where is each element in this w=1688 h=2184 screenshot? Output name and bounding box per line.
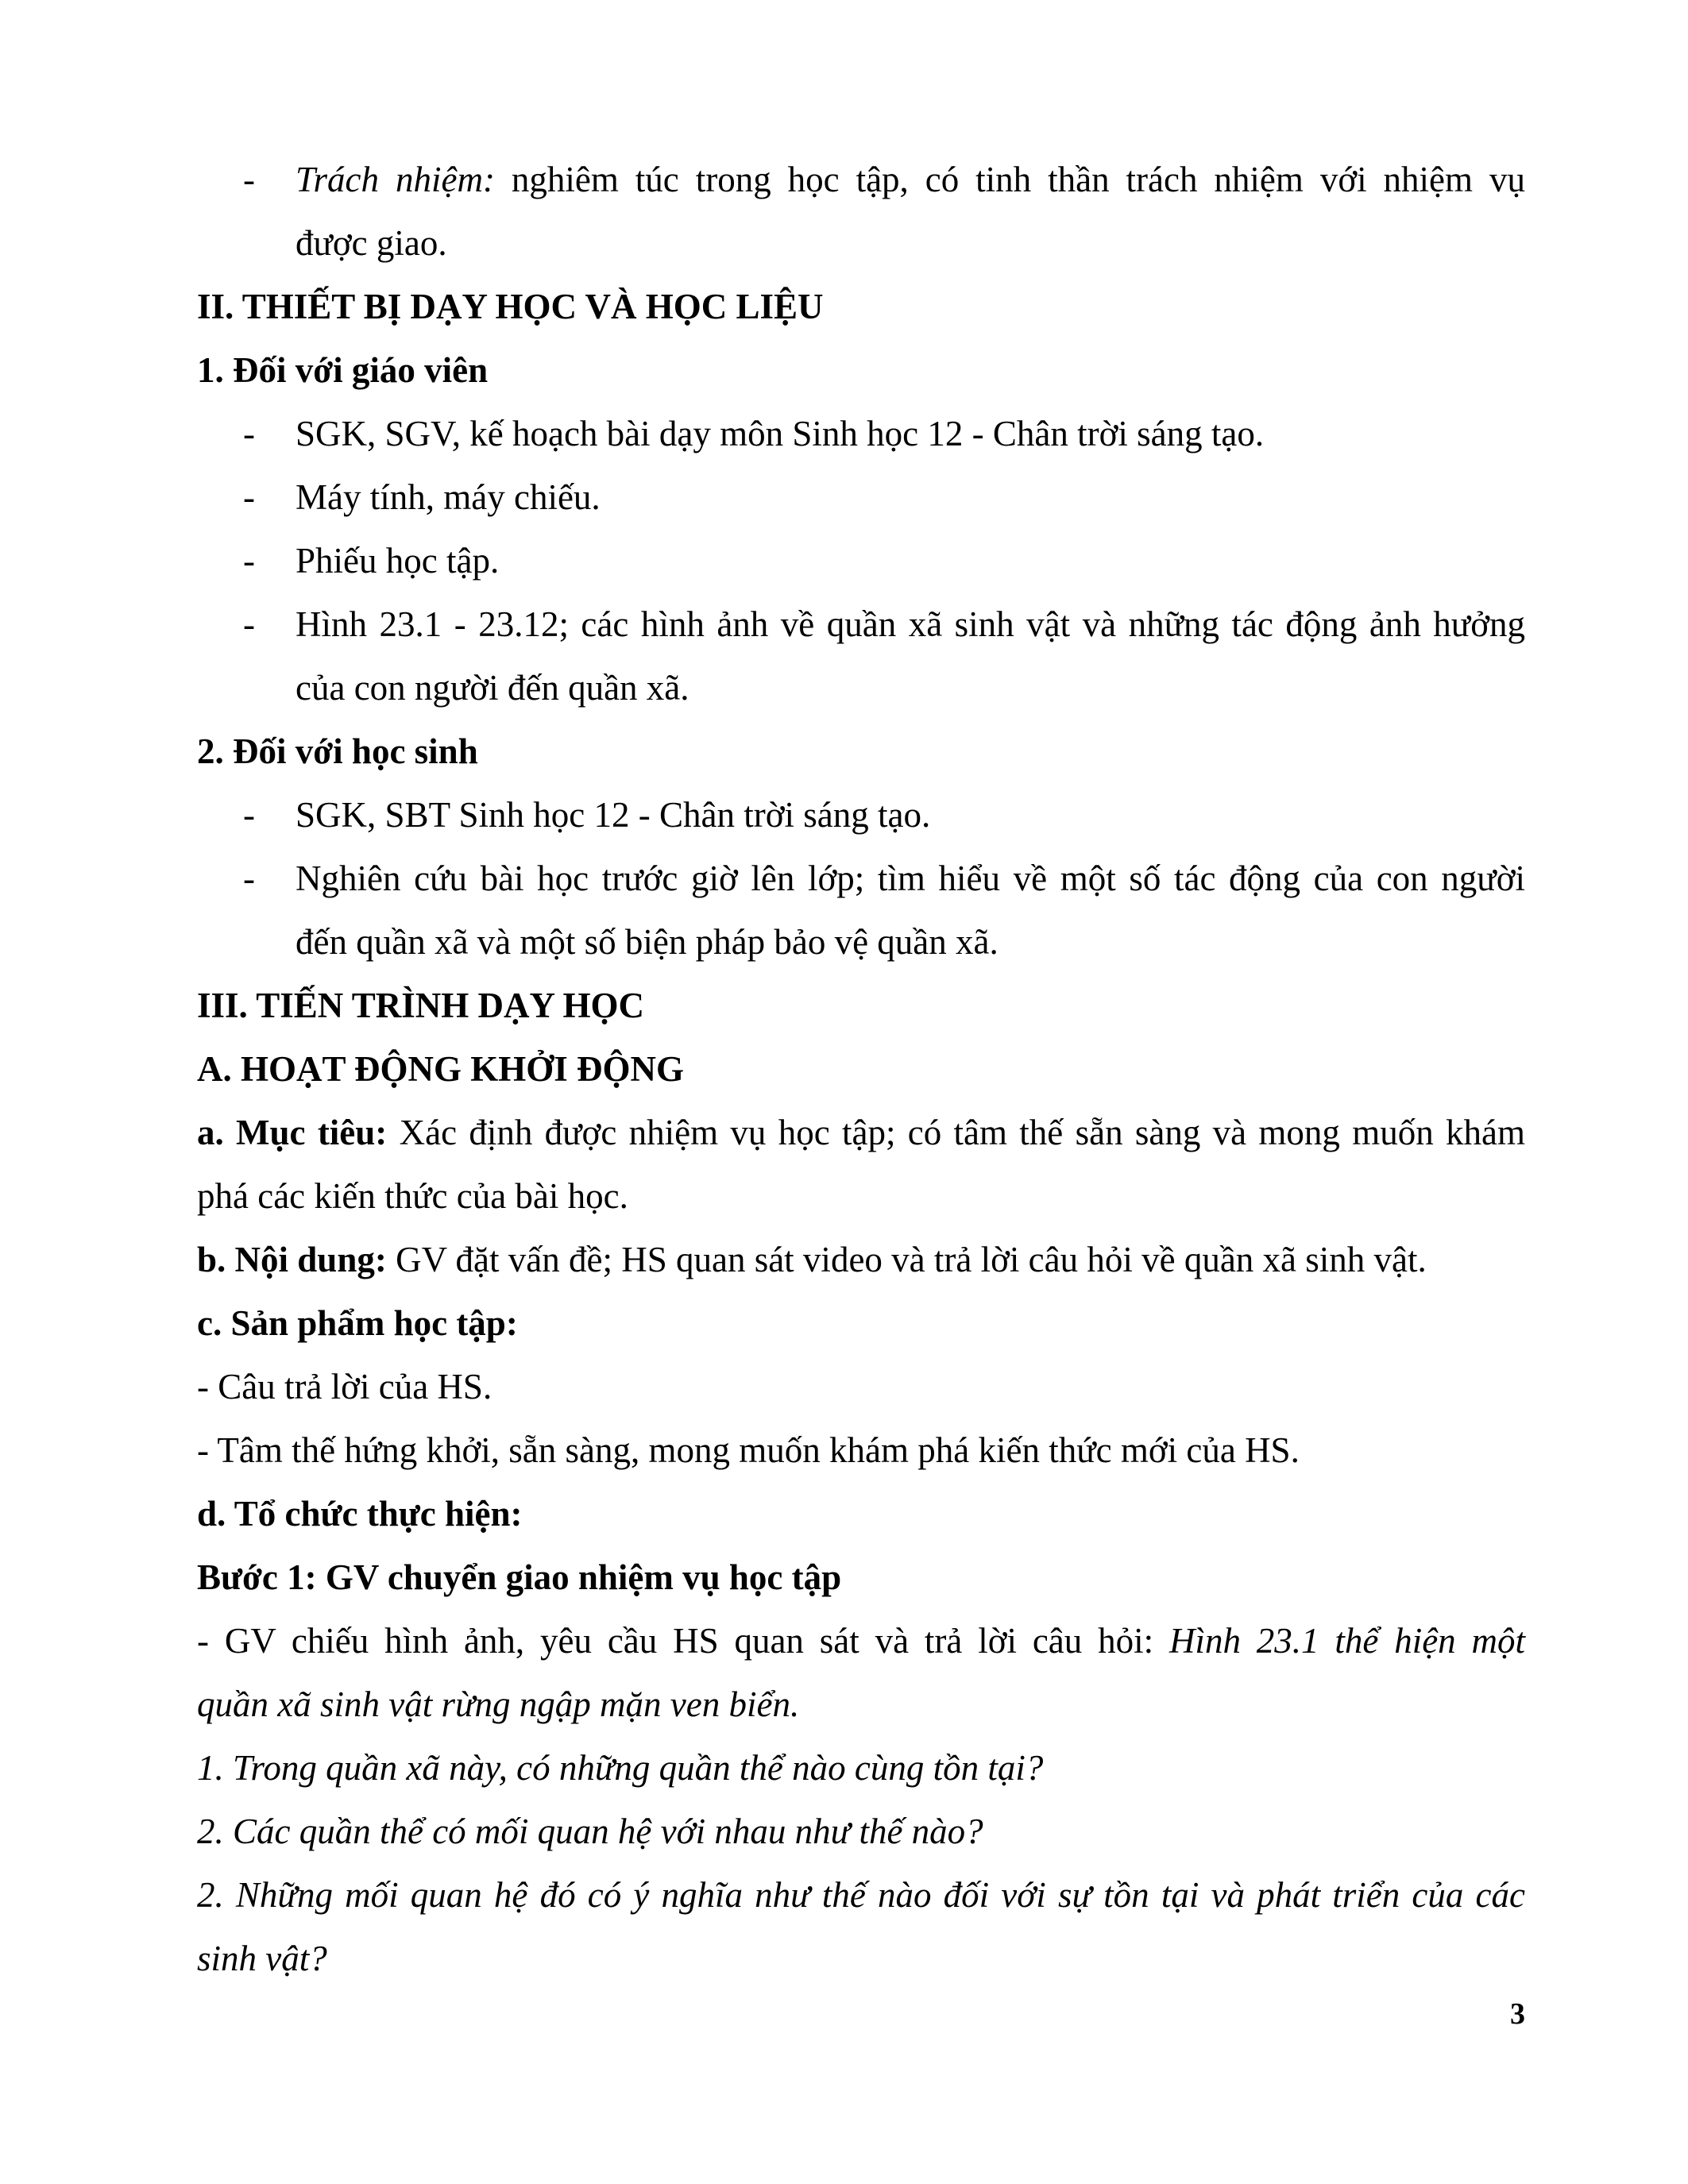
paragraph-text: GV đặt vấn đề; HS quan sát video và trả lời câu hỏi về quần xã sinh vật.: [386, 1240, 1427, 1279]
bullet-item: [197, 529, 1525, 592]
section-heading-iii: [197, 974, 1525, 1037]
heading-text: 1. Đối với giáo viên: [197, 350, 489, 390]
bullet-dash: -: [243, 414, 255, 453]
page-number: 3: [1510, 1997, 1525, 2031]
paragraph-label: a. Mục tiêu:: [197, 1113, 388, 1152]
paragraph-label: c. Sản phẩm học tập:: [197, 1303, 518, 1343]
bullet-text: nghiêm túc trong học tập, có tinh thần trách nhiệm với nhiệm vụ: [494, 160, 1525, 199]
bullet-text: Máy tính, máy chiếu.: [295, 477, 601, 517]
bullet-continuation: đến quần xã và một số biện pháp bảo vệ quần xã.: [295, 922, 999, 962]
question-item: [197, 1800, 1525, 1863]
bullet-dash: -: [243, 477, 255, 517]
bullet-text: Phiếu học tập.: [295, 541, 500, 581]
paragraph-text: Xác định được nhiệm vụ học tập; có tâm thế sẵn sàng và mong muốn khám: [387, 1113, 1526, 1152]
document-body: [197, 148, 1525, 1990]
paragraph-content: [197, 1228, 1525, 1291]
question-text: 1. Trong quần xã này, có những quần thể nào cùng tồn tại?: [197, 1748, 1044, 1788]
bullet-continuation: của con người đến quần xã.: [295, 668, 689, 708]
bullet-dash: -: [243, 604, 255, 644]
bullet-text: Hình 23.1 - 23.12; các hình ảnh về quần xã sinh vật và những tác động ảnh hưởng: [295, 604, 1525, 644]
paragraph-continuation: phá các kiến thức của bài học.: [197, 1176, 628, 1216]
instruction-text: - GV chiếu hình ảnh, yêu cầu HS quan sát và trả lời câu hỏi:: [197, 1621, 1169, 1661]
subheading-teacher: [197, 338, 1525, 402]
step-text: Bước 1: GV chuyển giao nhiệm vụ học tập: [197, 1557, 842, 1597]
instruction-italic: quần xã sinh vật rừng ngập mặn ven biển.: [197, 1684, 800, 1724]
heading-text: III. TIẾN TRÌNH DẠY HỌC: [197, 986, 645, 1025]
instruction-continuation: [197, 1673, 1525, 1736]
step-instruction: [197, 1609, 1525, 1673]
question-item: [197, 1736, 1525, 1800]
bullet-item: [197, 465, 1525, 529]
bullet-item: [197, 592, 1525, 656]
bullet-dash: -: [243, 795, 255, 835]
bullet-item: [197, 847, 1525, 910]
bullet-dash: -: [243, 160, 255, 199]
step-heading: [197, 1545, 1525, 1609]
heading-text: A. HOẠT ĐỘNG KHỞI ĐỘNG: [197, 1049, 684, 1089]
bullet-dash: -: [243, 541, 255, 581]
bullet-item: [197, 148, 1525, 211]
question-item: [197, 1863, 1525, 1927]
instruction-italic: Hình 23.1 thể hiện một: [1168, 1621, 1526, 1661]
bullet-label: Trách nhiệm:: [295, 160, 495, 199]
paragraph-label: d. Tổ chức thực hiện:: [197, 1494, 523, 1534]
bullet-text: Nghiên cứu bài học trước giờ lên lớp; tìm hiểu về một số tác động của con người: [295, 859, 1525, 898]
bullet-item: [197, 783, 1525, 847]
question-text: sinh vật?: [197, 1939, 327, 1978]
heading-text: 2. Đối với học sinh: [197, 731, 478, 771]
subheading-student: [197, 720, 1525, 783]
paragraph-objective: [197, 1101, 1525, 1164]
paragraph-product-label: [197, 1291, 1525, 1355]
bullet-text: SGK, SBT Sinh học 12 - Chân trời sáng tạo.: [295, 795, 931, 835]
question-continuation: [197, 1927, 1525, 1990]
bullet-continuation: được giao.: [295, 223, 447, 263]
section-heading-ii: [197, 275, 1525, 338]
bullet-text: SGK, SGV, kế hoạch bài dạy môn Sinh học 12 - Chân trời sáng tạo.: [295, 414, 1265, 453]
heading-text: II. THIẾT BỊ DẠY HỌC VÀ HỌC LIỆU: [197, 287, 824, 326]
product-item: - Câu trả lời của HS.: [197, 1367, 492, 1406]
bullet-item: [197, 402, 1525, 465]
paragraph-organize-label: [197, 1482, 1525, 1545]
paragraph-label: b. Nội dung:: [197, 1240, 387, 1279]
section-heading-a: [197, 1037, 1525, 1101]
question-text: 2. Các quần thể có mối quan hệ với nhau như thế nào?: [197, 1812, 983, 1851]
product-item: - Tâm thế hứng khởi, sẵn sàng, mong muốn khám phá kiến thức mới của HS.: [197, 1430, 1300, 1470]
question-text: 2. Những mối quan hệ đó có ý nghĩa như thế nào đối với sự tồn tại và phát triển của các: [197, 1875, 1525, 1915]
bullet-dash: -: [243, 859, 255, 898]
